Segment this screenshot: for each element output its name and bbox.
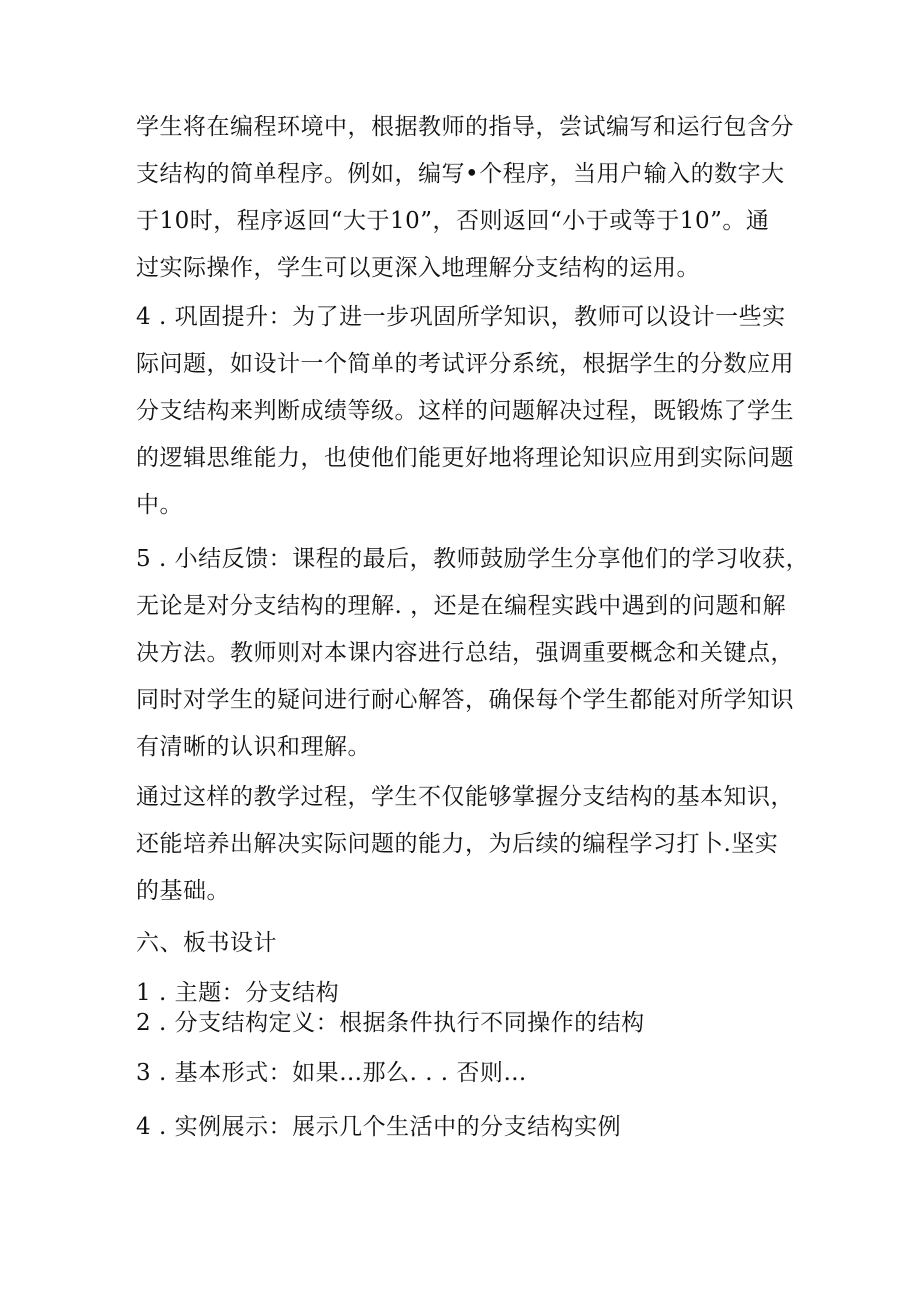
list-item-5-line: 5 . 小结反馈：课程的最后，教师鼓励学生分享他们的学习收获，	[136, 546, 810, 572]
paragraph-line: 通过这样的教学过程，学生不仅能够掌握分支结构的基本知识，	[136, 784, 794, 810]
section-heading: 六、板书设计	[136, 930, 277, 956]
paragraph-line: 的基础。	[136, 878, 230, 904]
board-item: 3 . 基本形式：如果…那么. . . 否则…	[136, 1060, 527, 1086]
paragraph-line: 还能培养出解决实际问题的能力，为后续的编程学习打卜.坚实	[136, 831, 779, 857]
paragraph-line: 学生将在编程环境中，根据教师的指导，尝试编写和运行包含分	[136, 114, 794, 140]
list-item-4-line: 4 . 巩固提升：为了进一步巩固所学知识，教师可以设计一些实	[136, 304, 786, 330]
paragraph-line: 过实际操作，学生可以更深入地理解分支结构的运用。	[136, 255, 700, 281]
list-item-5-line: 有清晰的认识和理解。	[136, 734, 371, 760]
paragraph-line: 支结构的简单程序。例如，编写•个程序，当用户输入的数字大	[136, 161, 785, 187]
list-item-4-line: 的逻辑思维能力，也使他们能更好地将理论知识应用到实际问题	[136, 445, 794, 471]
list-item-4-line: 中。	[136, 492, 183, 518]
paragraph-line: 于10时，程序返回“大于10”，否则返回“小于或等于10”。通	[136, 208, 770, 234]
board-item: 1 . 主题：分支结构	[136, 980, 340, 1006]
list-item-5-line: 无论是对分支结构的理解. ，还是在编程实践中遇到的问题和解	[136, 593, 787, 619]
list-item-5-line: 同时对学生的疑问进行耐心解答，确保每个学生都能对所学知识	[136, 687, 794, 713]
list-item-5-line: 决方法。教师则对本课内容进行总结，强调重要概念和关键点，	[136, 640, 794, 666]
list-item-4-line: 际问题，如设计一个简单的考试评分系统，根据学生的分数应用	[136, 351, 794, 377]
list-item-4-line: 分支结构来判断成绩等级。这样的问题解决过程，既锻炼了学生	[136, 398, 794, 424]
board-item: 4 . 实例展示：展示几个生活中的分支结构实例	[136, 1114, 622, 1140]
board-item: 2 . 分支结构定义：根据条件执行不同操作的结构	[136, 1010, 645, 1036]
